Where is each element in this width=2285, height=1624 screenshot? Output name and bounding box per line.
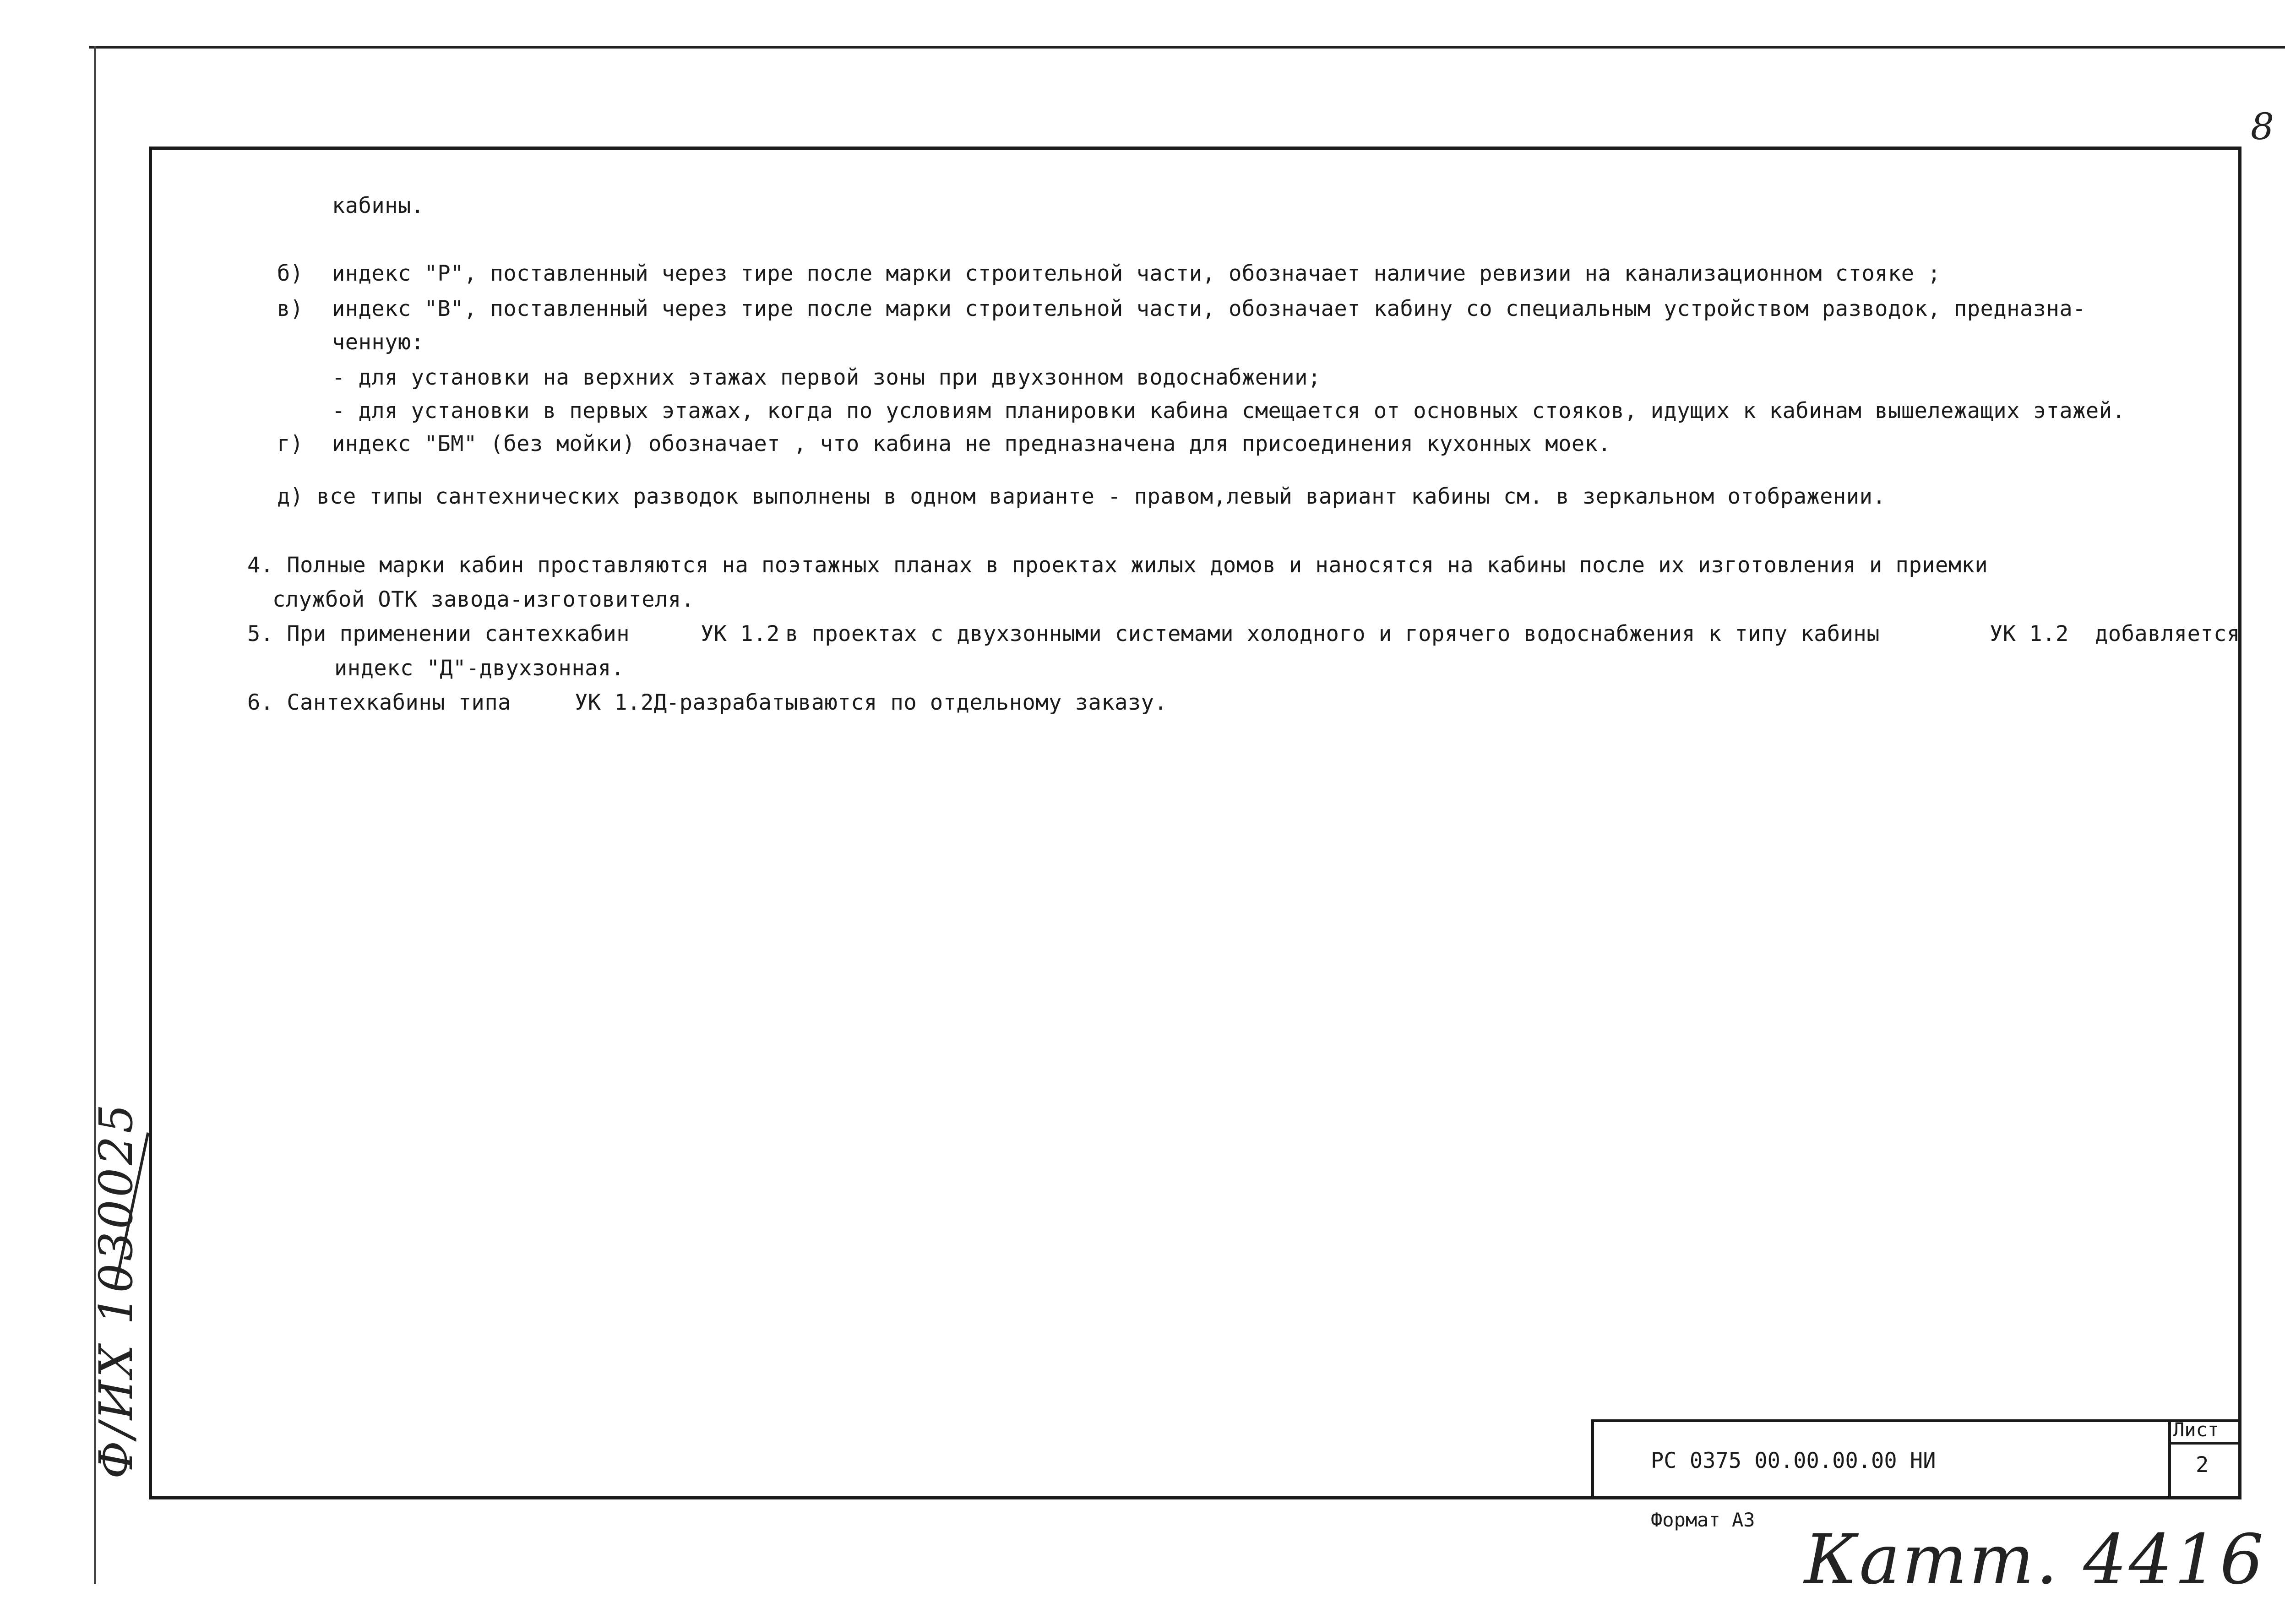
item-v-dash-2: - для установки в первых этажах, когда по условиям планировки кабина смещается от основных стояков, идущих к кабинам вышележащих этажей. [332,398,2126,424]
para-6-uk: УК 1.2Д [575,690,667,715]
handwritten-inventory-number: Ф/ИХ 1030025 [89,1101,143,1479]
page-number: 8 [2251,105,2274,148]
item-v-dash-1: - для установки на верхних этажах первой зоны при двухзонном водоснабжении; [332,365,1321,390]
handwritten-signature: Катт. 4416 [1804,1520,2266,1600]
sheet-number: 2 [2196,1452,2209,1477]
para-5-part-b: в проектах с двухзонными системами холодного и горячего водоснабжения к типу кабины [785,621,1880,646]
item-v-text-cont: ченную: [332,330,424,355]
item-b-text: индекс "Р", поставленный через тире после марки строительной части, обозначает наличие ревизии на канализационном стояке ; [332,261,1941,286]
title-block-sheet-separator [2168,1442,2241,1445]
item-b-marker: б) [277,261,304,286]
item-v-text: индекс "В", поставленный через тире после марки строительной части, обозначает кабину со специальным устройством разводок, предназна- [332,296,2086,321]
para-5-uk-2: УК 1.2 [1990,621,2069,646]
text-kabiny: кабины. [332,193,424,218]
para-4-line-2: службой ОТК завода-изготовителя. [272,587,695,612]
item-g-marker: г) [277,431,304,456]
document-code: РС 0375 00.00.00.00 НИ [1651,1448,1936,1473]
drawing-frame [149,147,2241,1499]
title-block-divider [2168,1419,2171,1499]
para-5-part-a: 5. При применении сантехкабин [247,621,630,646]
sheet-label: Лист [2173,1418,2220,1441]
item-g-text: индекс "БМ" (без мойки) обозначает , что кабина не предназначена для присоединения кухонных моек. [332,431,1611,456]
para-6-part-b: -разрабатываются по отдельному заказу. [666,690,1168,715]
sheet-edge-top [89,46,2285,49]
para-5-part-c: добавляется [2095,621,2240,646]
format-label: Формат А3 [1651,1509,1755,1531]
item-v-marker: в) [277,296,304,321]
para-5-uk-1: УК 1.2 [701,621,780,646]
para-4-line-1: 4. Полные марки кабин проставляются на поэтажных планах в проектах жилых домов и наносятся на кабины после их изготовления и приемки [247,553,1988,578]
para-5-line-2: индекс "Д"-двухзонная. [334,656,625,681]
item-d-text: д) все типы сантехнических разводок выполнены в одном варианте - правом,левый вариант кабины см. в зеркальном отображении. [277,484,1886,509]
para-6-part-a: 6. Сантехкабины типа [247,690,511,715]
